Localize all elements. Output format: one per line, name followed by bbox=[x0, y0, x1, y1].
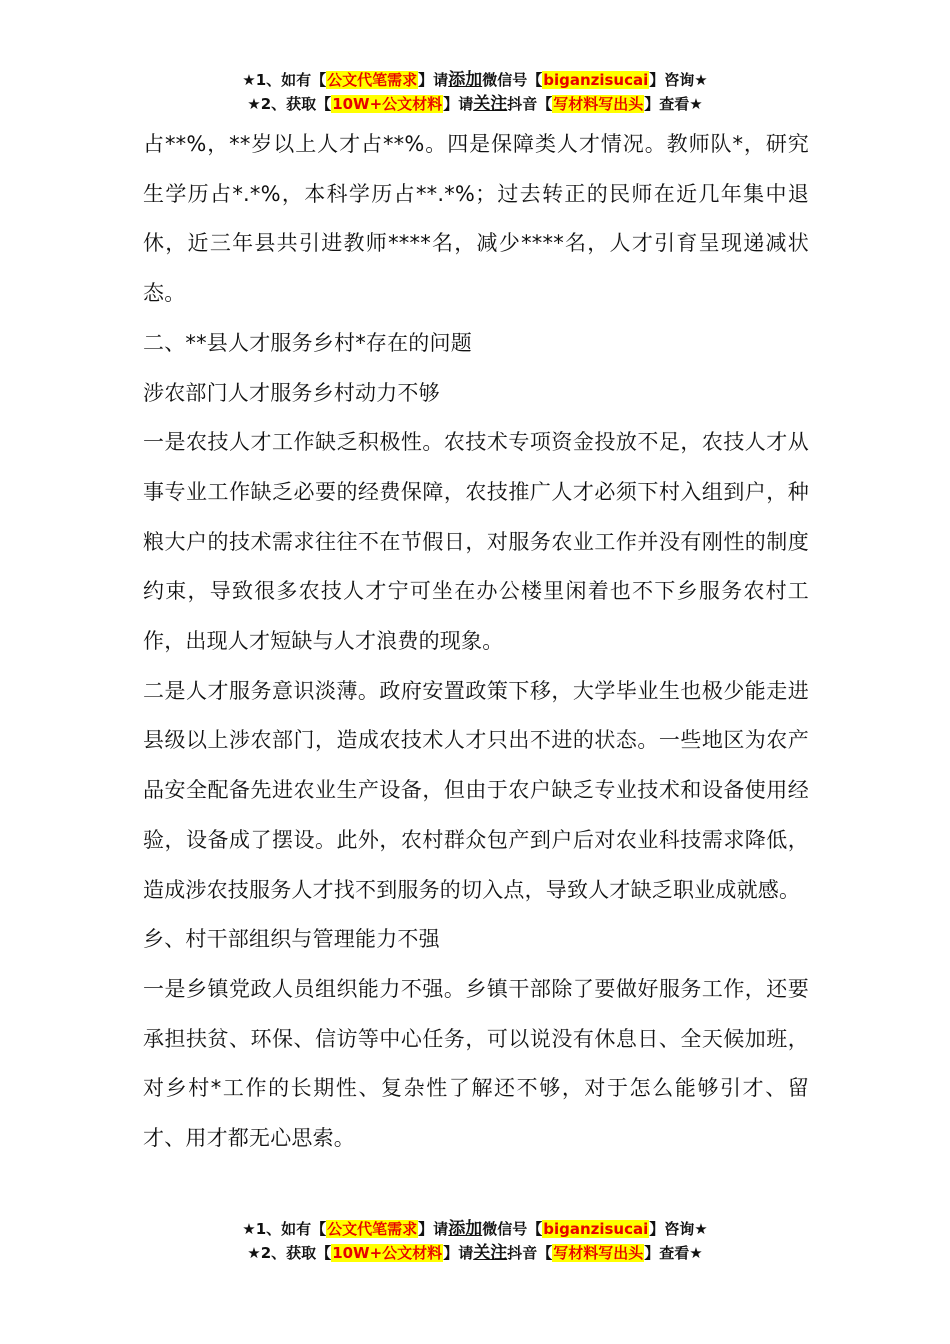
douyin-id-highlight: 写材料写出头 bbox=[553, 95, 644, 113]
subsection-heading: 涉农部门人才服务乡村动力不够 bbox=[143, 380, 440, 405]
wechat-id-highlight: biganzisucai bbox=[543, 71, 649, 89]
promo-line-2: ★2、获取【10W+公文材料】请关注抖音【写材料写出头】查看★ bbox=[247, 94, 703, 114]
promo-highlight: 公文代笔需求 bbox=[327, 71, 418, 89]
promo-line-2: ★2、获取【10W+公文材料】请关注抖音【写材料写出头】查看★ bbox=[247, 1243, 703, 1263]
paragraph: 一是乡镇党政人员组织能力不强。乡镇干部除了要做好服务工作，还要承担扶贫、环保、信访等中心任务，可以说没有休息日、全天候加班，对乡村*工作的长期性、复杂性了解还不够，对于怎么能够引才、留才、用才都无心思索。 bbox=[143, 976, 809, 1151]
promo-highlight: 10W+公文材料 bbox=[332, 95, 443, 113]
promo-emphasis: 添加 bbox=[448, 70, 483, 90]
paragraph: 一是农技人才工作缺乏积极性。农技术专项资金投放不足，农技人才从事专业工作缺乏必要的经费保障，农技推广人才必须下村入组到户，种粮大户的技术需求往往不在节假日，对服务农业工作并没有刚性的制度约束，导致很多农技人才宁可坐在办公楼里闲着也不下乡服务农村工作，出现人才短缺与人才浪费的现象。 bbox=[143, 430, 809, 654]
promo-emphasis: 添加 bbox=[448, 1219, 483, 1239]
wechat-id-highlight: biganzisucai bbox=[543, 1220, 649, 1238]
section-heading: 二、**县人才服务乡村*存在的问题 bbox=[143, 330, 472, 355]
promo-highlight: 公文代笔需求 bbox=[327, 1220, 418, 1238]
promo-emphasis: 关注 bbox=[473, 94, 508, 114]
promo-line-1: ★1、如有【公文代笔需求】请添加微信号【biganzisucai】咨询★ bbox=[242, 70, 708, 90]
subsection-heading: 乡、村干部组织与管理能力不强 bbox=[143, 927, 440, 952]
promo-line-1: ★1、如有【公文代笔需求】请添加微信号【biganzisucai】咨询★ bbox=[242, 1219, 708, 1239]
paragraph: 占**%，**岁以上人才占**%。四是保障类人才情况。教师队*，研究生学历占*.*%，本科学历占**.*%；过去转正的民师在近几年集中退休，近三年县共引进教师****名，减少****名，人才引育呈现递减状态。 bbox=[143, 132, 809, 306]
promo-highlight: 10W+公文材料 bbox=[332, 1244, 443, 1262]
douyin-id-highlight: 写材料写出头 bbox=[553, 1244, 644, 1262]
bottom-promo-banner bbox=[0, 1217, 950, 1265]
top-promo-banner bbox=[0, 68, 950, 116]
document-body bbox=[143, 120, 809, 1164]
paragraph: 二是人才服务意识淡薄。政府安置政策下移，大学毕业生也极少能走进县级以上涉农部门，造成农技术人才只出不进的状态。一些地区为农产品安全配备先进农业生产设备，但由于农户缺乏专业技术和设备使用经验，设备成了摆设。此外，农村群众包产到户后对农业科技需求降低，造成涉农技服务人才找不到服务的切入点，导致人才缺乏职业成就感。 bbox=[143, 678, 809, 902]
promo-emphasis: 关注 bbox=[473, 1243, 508, 1263]
